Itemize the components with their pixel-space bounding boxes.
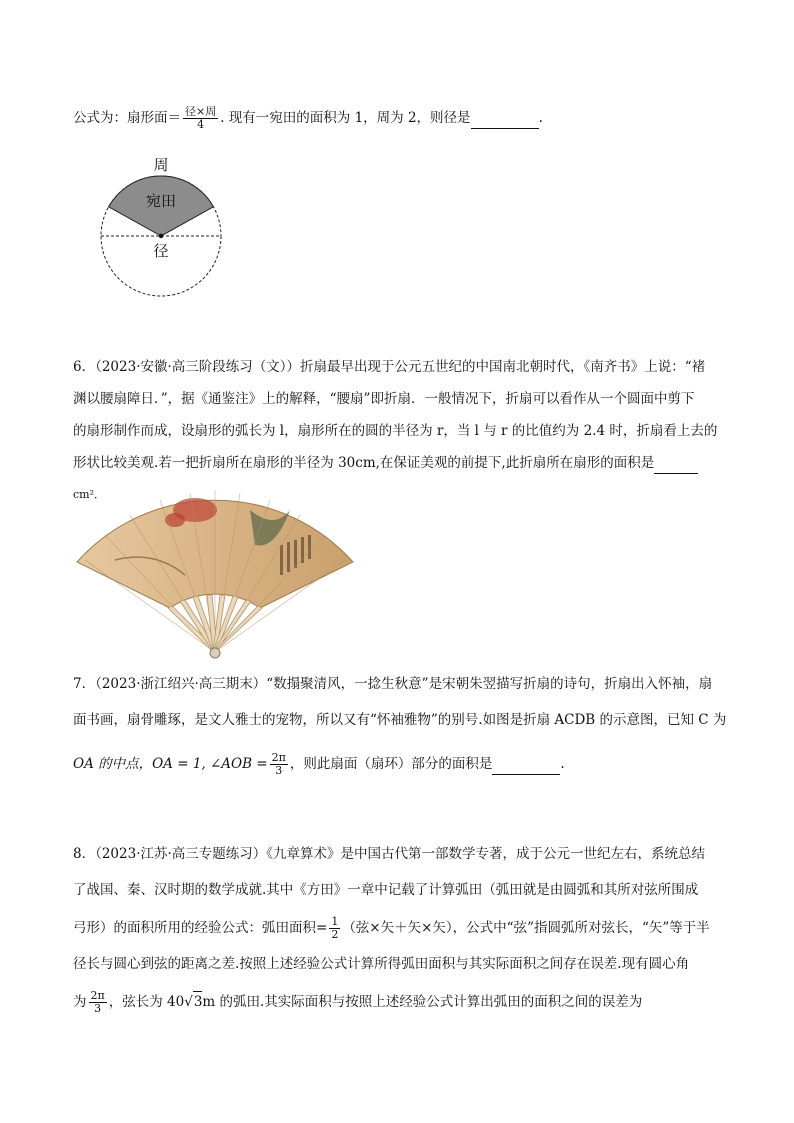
q7-line-2: 面书画，扇骨雕琢，是文人雅士的宠物，所以又有“怀袖雅物”的别号.如图是折扇 ACDB 的示意图，已知 C 为 <box>73 712 727 728</box>
sqrt-symbol: √ <box>184 994 193 1010</box>
center-point <box>159 234 163 238</box>
q5-formula-fraction: $\frac{\text{径×周}}{4}$ <box>185 105 217 131</box>
q8-line-2: 了战国、秦、汉时期的数学成就.其中《方田》一章中记载了计算弧田（弧田就是由圆弧和其所对弦所围成 <box>73 882 699 898</box>
q8-angle-fraction: $\frac{2\pi}{3}$ <box>90 989 105 1015</box>
diameter-label: 径 <box>153 242 169 260</box>
arc-label: 周 <box>153 156 169 174</box>
sqrt-value: 3 <box>193 991 203 1012</box>
q7-line-1: 7．（2023·浙江绍兴·高三期末）“数搨聚清风，一捻生秋意”是宋朝朱翌描写折扇的诗句，折扇出入怀袖，扇 <box>73 676 713 692</box>
wantian-diagram <box>95 150 230 300</box>
q7-line-3: OA 的中点，OA = 1, ∠AOB = $\frac{2\pi}{3}$ ，则此扇面（扇环）部分的面积是 . <box>73 751 565 777</box>
q6-unit: cm²． <box>73 488 106 501</box>
q5-answer-blank[interactable] <box>471 108 539 129</box>
sector-label: 宛田 <box>145 192 177 210</box>
q8-line-3: 弓形）的面积所用的经验公式：弧田面积= $\frac{1}{2}$ （弦×矢＋矢×矢），公式中“弦”指圆弧所对弦长，“矢”等于半 <box>73 915 710 941</box>
q5-formula-line: 公式为：扇形面＝ $\frac{\text{径×周}}{4}$ . 现有一宛田的面积为 1，周为 2，则径是 . <box>73 105 543 131</box>
q6-line-2: 渊以腰扇障日．”，据《通鉴注》上的解释，“腰扇”即折扇．一般情况下，折扇可以看作从一个圆面中剪下 <box>73 391 695 407</box>
q8-half-fraction: $\frac{1}{2}$ <box>331 915 339 941</box>
q6-line-4: 形状比较美观.若一把折扇所在扇形的半径为 30cm,在保证美观的前提下,此折扇所在扇形的面积是 <box>73 453 698 474</box>
q6-line-1: 6．（2023·安徽·高三阶段练习（文））折扇最早出现于公元五世纪的中国南北朝时代，《南齐书》上说：“褚 <box>73 359 706 375</box>
q7-answer-blank[interactable] <box>492 754 560 775</box>
q7-angle-fraction: $\frac{2\pi}{3}$ <box>271 751 286 777</box>
q6-answer-blank[interactable] <box>654 453 698 474</box>
fan-rivet <box>210 648 220 658</box>
q6-line-3: 的扇形制作而成，设扇形的弧长为 l，扇形所在的圆的半径为 r，当 l 与 r 的比值约为 2.4 时，折扇看上去的 <box>73 423 718 439</box>
q5-prefix: 公式为：扇形面＝ <box>73 110 181 126</box>
folding-fan-image <box>75 490 355 660</box>
q8-line-4: 径长与圆心到弦的距离之差.按照上述经验公式计算所得弧田面积与其实际面积之间存在误差.现有圆心角 <box>73 956 690 972</box>
q8-line-5: 为 $\frac{2\pi}{3}$ ，弦长为 40√3m 的弧田.其实际面积与按照上述经验公式计算出弧田的面积之间的误差为 <box>73 989 643 1015</box>
q8-line-1: 8．（2023·江苏·高三专题练习）《九章算术》是中国古代第一部数学专著，成于公元一世纪左右，系统总结 <box>73 846 706 862</box>
q5-suffix: . 现有一宛田的面积为 1，周为 2，则径是 <box>220 110 471 126</box>
